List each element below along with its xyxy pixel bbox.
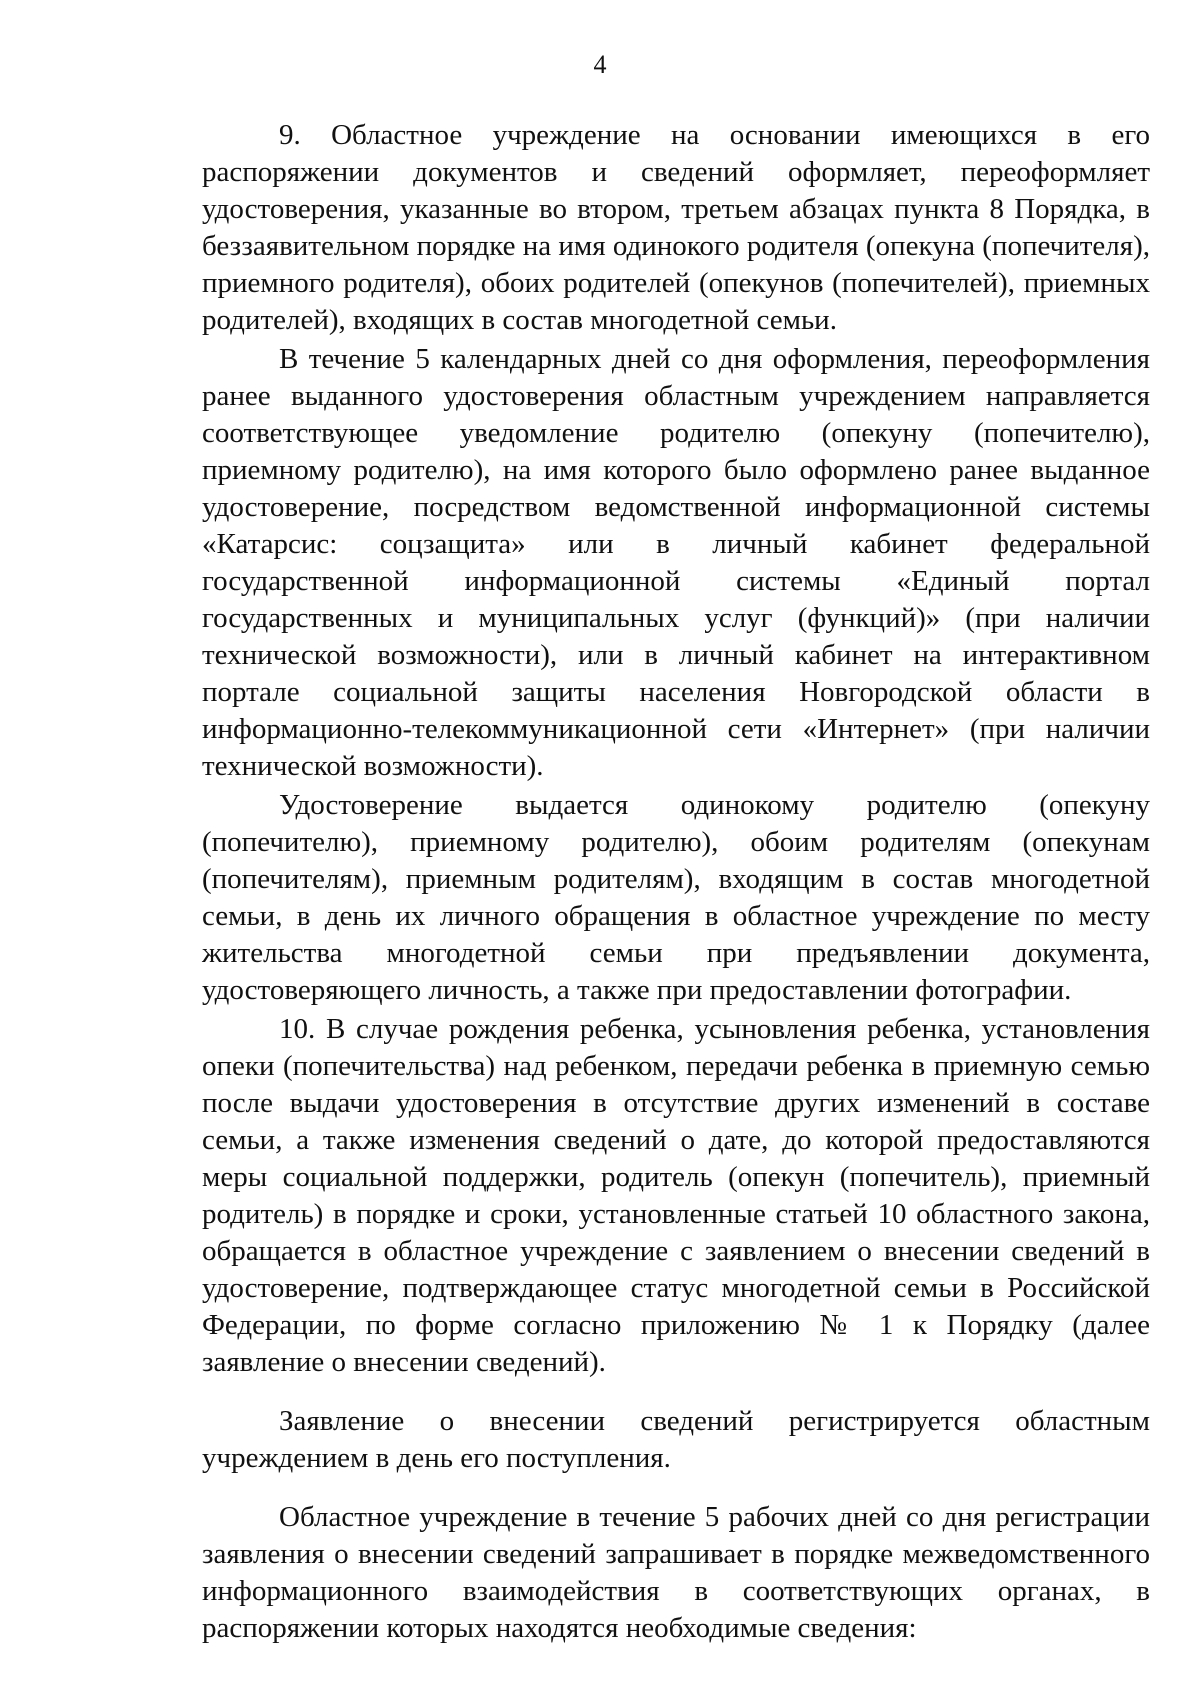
paragraph-9: 9. Областное учреждение на основании имеющихся в его распоряжении документов и сведений оформляет, переоформляет удостоверения, указанные во втором, третьем абзацах пункта 8 Порядка, в беззаявительном порядке на имя одинокого родителя (опекуна (попечителя), приемного родителя), обоих родителей (опекунов (попечителей), приемных родителей), входящих в состав многодетной семьи.	[202, 119, 1150, 336]
page-number: 4	[593, 50, 607, 79]
paragraph-request: Областное учреждение в течение 5 рабочих дней со дня регистрации заявления о внесении сведений запрашивает в порядке межведомственного информационного взаимодействия в соответствующих органах, в распоряжении которых находятся необходимые сведения:	[202, 1501, 1150, 1644]
paragraph-registration: Заявление о внесении сведений регистрируется областным учреждением в день его поступления.	[202, 1405, 1150, 1474]
document-body	[202, 117, 1150, 1647]
paragraph-issuance: Удостоверение выдается одинокому родителю (опекуну (попечителю), приемному родителю), обоим родителям (опекунам (попечителям), приемным родителям), входящим в состав многодетной семьи, в день их личного обращения в областное учреждение по месту жительства многодетной семьи при предъявлении документа, удостоверяющего личность, а также при предоставлении фотографии.	[202, 789, 1150, 1006]
paragraph-notification: В течение 5 календарных дней со дня оформления, переоформления ранее выданного удостоверения областным учреждением направляется соответствующее уведомление родителю (опекуну (попечителю), приемному родителю), на имя которого было оформлено ранее выданное удостоверение, посредством ведомственной информационной системы «Катарсис: соцзащита» или в личный кабинет федеральной государственной информационной системы «Единый портал государственных и муниципальных услуг (функций)» (при наличии технической возможности), или в личный кабинет на интерактивном портале социальной защиты населения Новгородской области в информационно-телекоммуникационной сети «Интернет» (при наличии технической возможности).	[202, 343, 1150, 782]
paragraph-10: 10. В случае рождения ребенка, усыновления ребенка, установления опеки (попечительства) над ребенком, передачи ребенка в приемную семью после выдачи удостоверения в отсутствие других изменений в составе семьи, а также изменения сведений о дате, до которой предоставляются меры социальной поддержки, родитель (опекун (попечитель), приемный родитель) в порядке и сроки, установленные статьей 10 областного закона, обращается в областное учреждение с заявлением о внесении сведений в удостоверение, подтверждающее статус многодетной семьи в Российской Федерации, по форме согласно приложению № 1 к Порядку (далее заявление о внесении сведений).	[202, 1013, 1150, 1378]
